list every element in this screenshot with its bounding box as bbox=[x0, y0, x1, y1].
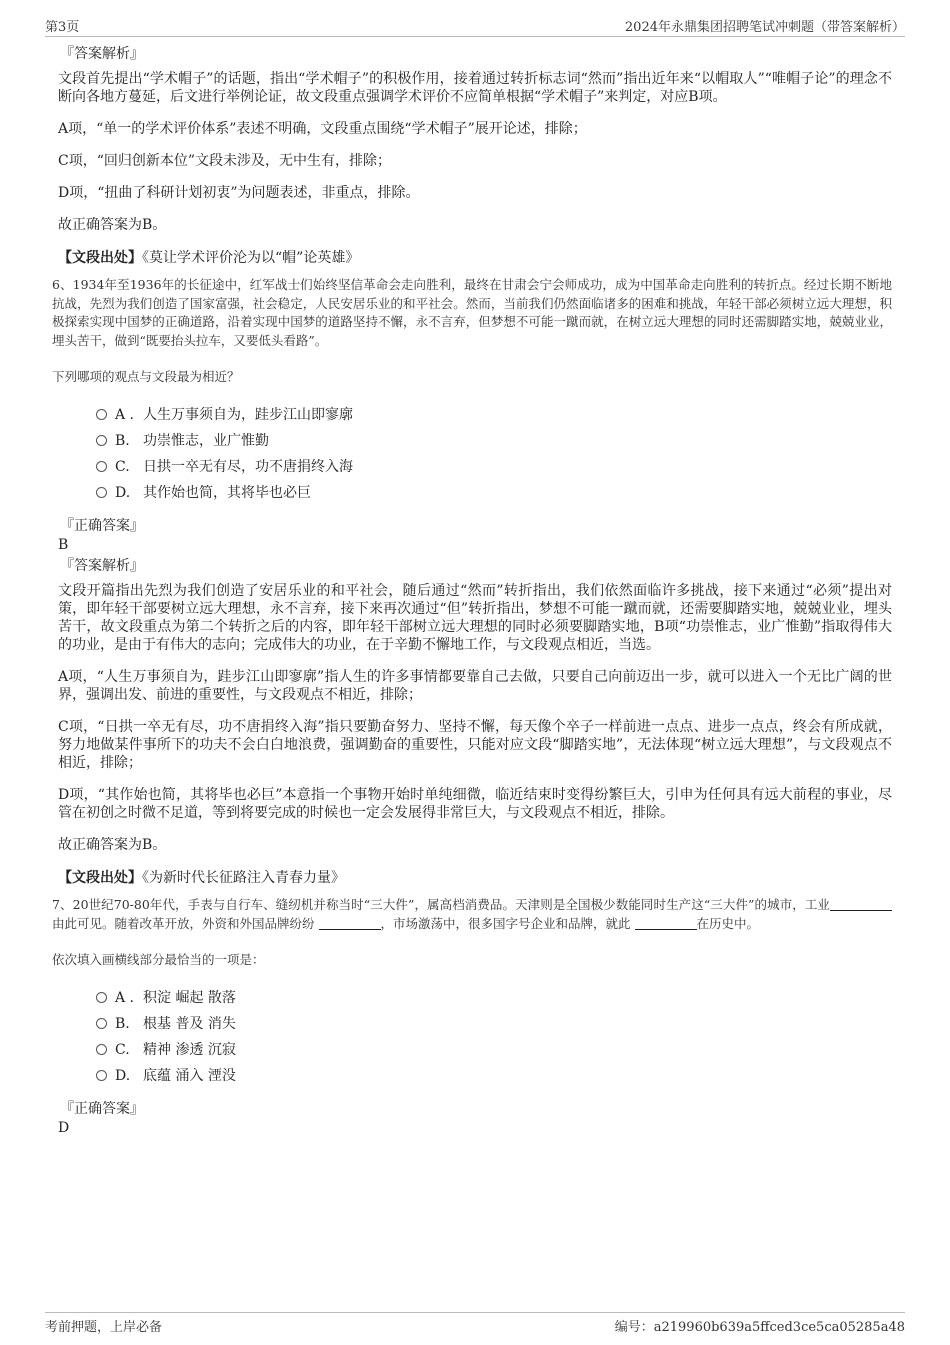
q6-prompt: 下列哪项的观点与文段最为相近？ bbox=[52, 369, 240, 384]
q6-text: 6、1934年至1936年的长征途中，红军战士们始终坚信革命会走向胜利，最终在甘肃会宁会师成功，成为中国革命走向胜利的转折点。经过长期不断地抗战，先烈为我们创造了国家富强，社会稳定，人民安居乐业的和平社会。然而，当前我们仍然面临诸多的困难和挑战，年轻干部必须树立远大理想，积极探索实现中国梦的正确道路，沿着实现中国梦的道路坚持不懈，永不言弃，但梦想不可能一蹴而就，在树立远大理想的同时还需脚踏实地，兢兢业业，埋头苦干，做到“既要抬头拉车，又要低头看路”。 bbox=[52, 277, 892, 348]
q5-source-title: 《莫让学术评价沦为以“帽”论英雄》 bbox=[142, 250, 360, 266]
q6-source bbox=[58, 868, 892, 888]
q6-analysis-paragraph: 文段开篇指出先烈为我们创造了安居乐业的和平社会，随后通过“然而”转折指出，我们依然面临许多挑战，接下来通过“必须”提出对策，即年轻干部要树立远大理想，永不言弃，接下来再次通过“但”转折指出，梦想不可能一蹴而就，还需要脚踏实地，兢兢业业，埋头苦干，故文段重点为第二个转折之后的内容，即年轻干部树立远大理想的同时必须要脚踏实地，B项“功崇惟志，业广惟勤”指取得伟大的功业，是由于有伟大的志向；完成伟大的功业，在于辛勤不懈地工作，与文段观点相近，当选。 bbox=[58, 583, 892, 653]
q6-source-tag: 【文段出处】 bbox=[58, 870, 142, 886]
q5-analysis-paragraph: 文段首先提出“学术帽子”的话题，指出“学术帽子”的积极作用，接着通过转折标志词“然而”指出近年来“以帽取人”“唯帽子论”的理念不断向各地方蔓延，后文进行举例论证，故文段重点强调学术评价不应简单根据“学术帽子”来判定，对应B项。 bbox=[58, 71, 892, 105]
q6-analysis-label: 『答案解析』 bbox=[60, 558, 144, 574]
q5-analysis-option-a: A项，“单一的学术评价体系”表述不明确，文段重点围绕“学术帽子”展开论述，排除； bbox=[58, 121, 587, 137]
q6-analysis-option-c: C项，“日拱一卒无有尽，功不唐捐终入海”指只要勤奋努力、坚持不懈，每天像个卒子一样前进一点点、进步一点点，终会有所成就，努力地做某件事所下的功夫不会白白地浪费，强调勤奋的重要性，只能对应文段“脚踏实地”，无法体现“树立远大理想”，与文段观点不相近，排除； bbox=[58, 719, 892, 771]
q7-options bbox=[96, 985, 892, 1089]
q6-options bbox=[96, 402, 892, 506]
page-footer bbox=[45, 1312, 905, 1335]
q6-option-d[interactable]: D. 其作始也简，其将毕也必巨 bbox=[96, 480, 892, 506]
page-content bbox=[52, 44, 892, 1139]
q5-conclusion: 故正确答案为B。 bbox=[58, 217, 167, 233]
q6-analysis-option-d: D项，“其作始也简，其将毕也必巨”本意指一个事物开始时单纯细微，临近结束时变得纷繁巨大，引申为任何具有远大前程的事业，尽管在初创之时微不足道，等到将要完成的时候也一定会发展得非常巨大，与文段观点不相近，排除。 bbox=[58, 787, 892, 821]
fill-blank bbox=[635, 917, 697, 930]
q7-prompt: 依次填入画横线部分最恰当的一项是： bbox=[52, 952, 265, 967]
page-header bbox=[45, 14, 905, 37]
fill-blank bbox=[319, 917, 381, 930]
q5-analysis-option-d: D项，“扭曲了科研计划初衷”为问题表述，非重点，排除。 bbox=[58, 185, 420, 201]
q6-option-b[interactable]: B. 功崇惟志，业广惟勤 bbox=[96, 428, 892, 454]
q6-analysis-option-a: A项，“人生万事须自为，跬步江山即寥廓”指人生的许多事情都要靠自己去做，只要自己向前迈出一步，就可以进入一个无比广阔的世界，强调出发、前进的重要性，与文段观点不相近，排除； bbox=[58, 669, 892, 703]
q5-analysis-label: 『答案解析』 bbox=[60, 46, 144, 62]
radio-icon[interactable] bbox=[96, 461, 107, 472]
q7-answer-label: 『正确答案』 bbox=[60, 1101, 144, 1117]
q5-source-tag: 【文段出处】 bbox=[58, 250, 142, 266]
radio-icon[interactable] bbox=[96, 1070, 107, 1081]
document-code: a219960b639a5ffced3ce5ca05285a48 bbox=[653, 1320, 905, 1335]
radio-icon[interactable] bbox=[96, 409, 107, 420]
document-title: 2024年永鼎集团招聘笔试冲刺题（带答案解析） bbox=[624, 20, 905, 35]
footer-code: 编号：a219960b639a5ffced3ce5ca05285a48 bbox=[614, 1320, 905, 1335]
radio-icon[interactable] bbox=[96, 1018, 107, 1029]
q5-source bbox=[58, 248, 892, 268]
q5-analysis-option-c: C项，“回归创新本位”文段未涉及，无中生有，排除； bbox=[58, 153, 392, 169]
q7-option-d[interactable]: D. 底蕴 涌入 湮没 bbox=[96, 1063, 892, 1089]
q6-conclusion: 故正确答案为B。 bbox=[58, 837, 167, 853]
q7-option-b[interactable]: B. 根基 普及 消失 bbox=[96, 1011, 892, 1037]
fill-blank bbox=[830, 898, 892, 911]
radio-icon[interactable] bbox=[96, 992, 107, 1003]
q6-source-title: 《为新时代长征路注入青春力量》 bbox=[142, 870, 345, 886]
radio-icon[interactable] bbox=[96, 487, 107, 498]
q6-answer-label: 『正确答案』 bbox=[60, 518, 144, 534]
radio-icon[interactable] bbox=[96, 435, 107, 446]
q7-option-c[interactable]: C. 精神 渗透 沉寂 bbox=[96, 1037, 892, 1063]
radio-icon[interactable] bbox=[96, 1044, 107, 1055]
q7-answer: D bbox=[58, 1120, 70, 1136]
q6-answer: B bbox=[58, 537, 69, 553]
q7-text: 7、20世纪70-80年代，手表与自行车、缝纫机并称当时“三大件”，属高档消费品。天津则是全国极少数能同时生产这“三大件”的城市，工业由此可见。随着改革开放，外资和外国品牌纷纷 ，市场激荡中，很多国字号企业和品牌，就此 在历史中。 bbox=[52, 896, 892, 933]
footer-slogan: 考前押题，上岸必备 bbox=[45, 1320, 163, 1335]
q6-option-c[interactable]: C. 日拱一卒无有尽，功不唐捐终入海 bbox=[96, 454, 892, 480]
q7-option-a[interactable]: A . 积淀 崛起 散落 bbox=[96, 985, 892, 1011]
page-number: 第3页 bbox=[45, 20, 80, 35]
q6-option-a[interactable]: A . 人生万事须自为，跬步江山即寥廓 bbox=[96, 402, 892, 428]
